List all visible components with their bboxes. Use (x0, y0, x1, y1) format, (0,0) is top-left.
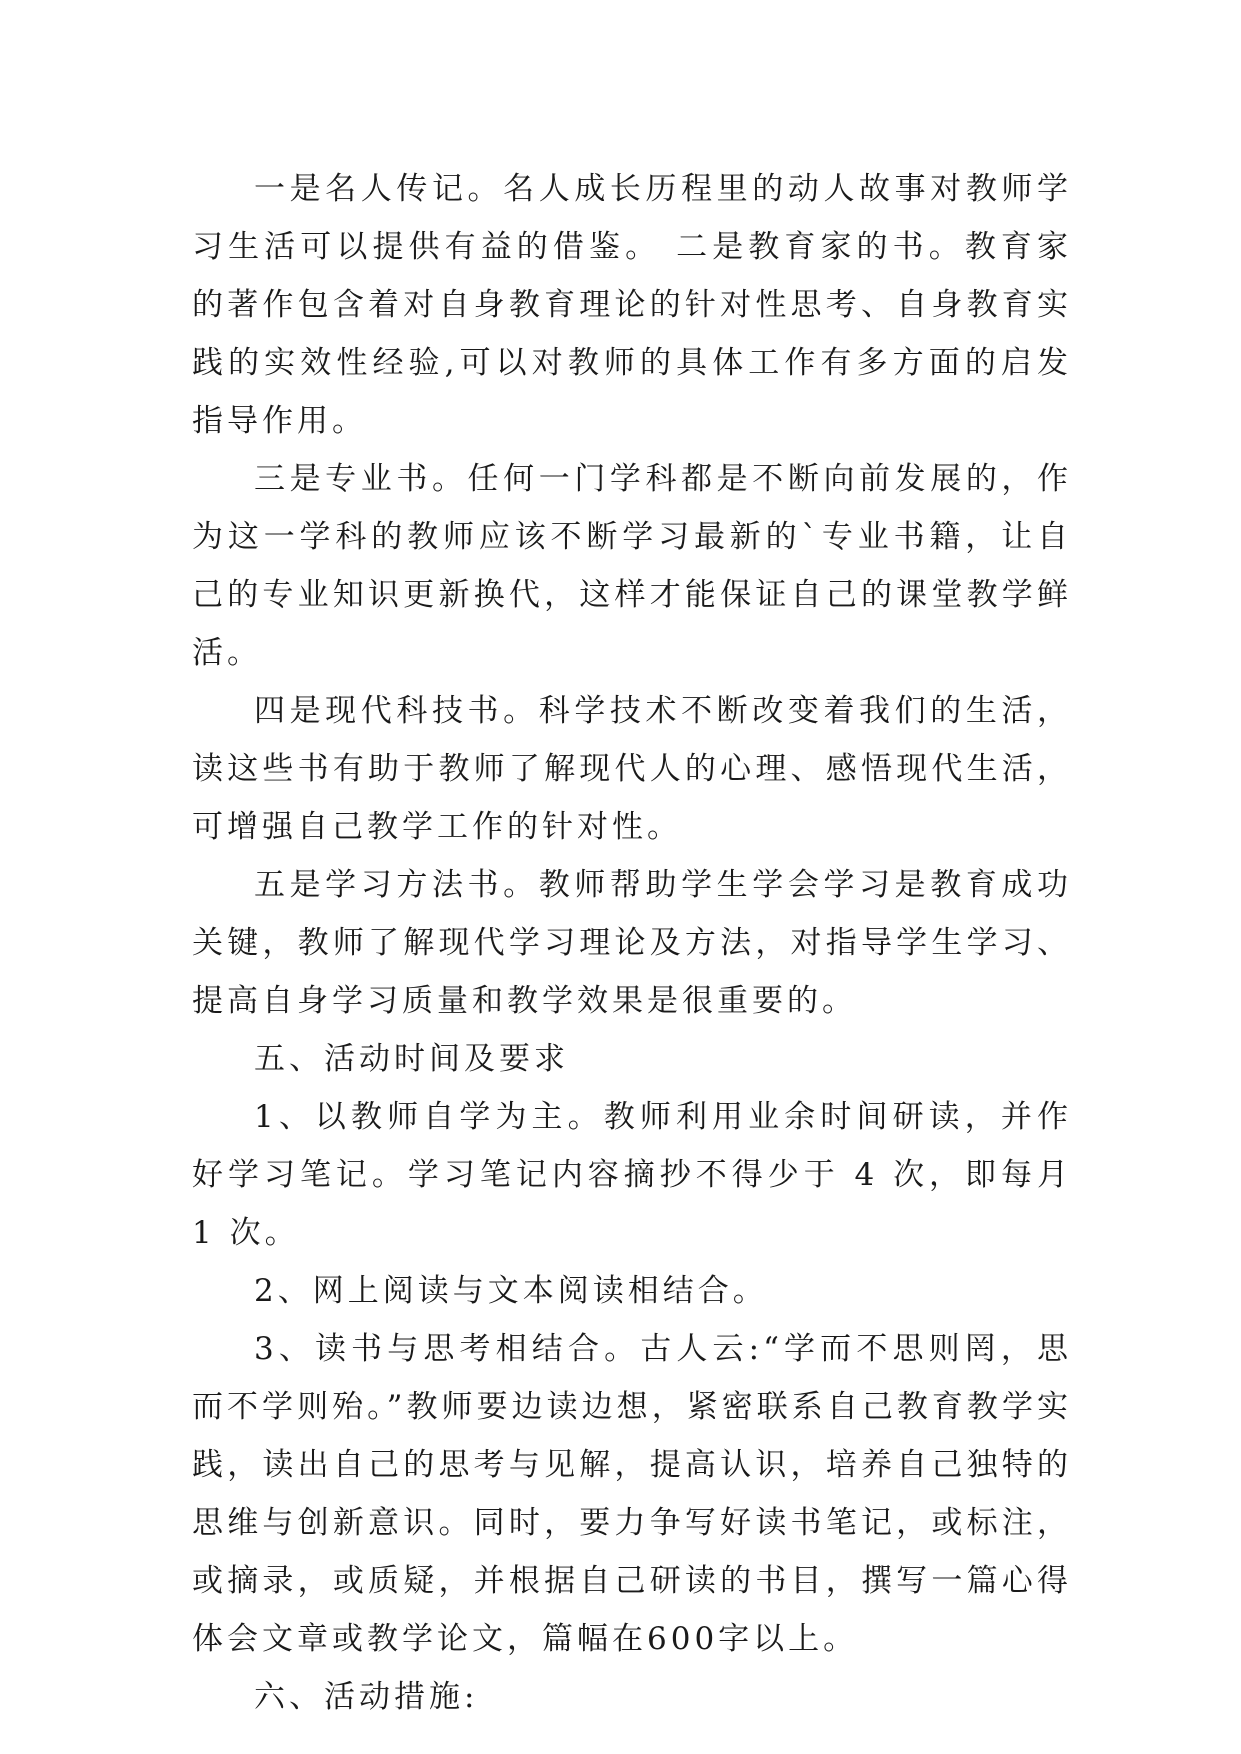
section-heading-time-and-requirements: 五、活动时间及要求 (254, 1041, 569, 1077)
paragraph-biographies: 一是名人传记。名人成长历程里的动人故事对教师学习生活可以提供有益的借鉴。 二是教育家的书。教育家的著作包含着对自身教育理论的针对性思考、自身教育实践的实效性经验,可以对教师的具体工作有多方面的启发指导作用。 (192, 171, 1072, 439)
paragraph-study-method-books: 五是学习方法书。教师帮助学生学会学习是教育成功关键，教师了解现代学习理论及方法，对指导学生学习、提高自身学习质量和教学效果是很重要的。 (192, 867, 1072, 1019)
list-item-self-study: 1、以教师自学为主。教师利用业余时间研读，并作好学习笔记。学习笔记内容摘抄不得少于 4 次，即每月 1 次。 (192, 1099, 1072, 1251)
list-item-online-reading: 2、网上阅读与文本阅读相结合。 (254, 1273, 768, 1309)
paragraph-professional-books: 三是专业书。任何一门学科都是不断向前发展的，作为这一学科的教师应该不断学习最新的`专业书籍，让自己的专业知识更新换代，这样才能保证自己的课堂教学鲜活。 (192, 461, 1072, 671)
list-item-reading-and-thinking: 3、读书与思考相结合。古人云:“学而不思则罔，思而不学则殆。”教师要边读边想，紧密联系自己教育教学实践，读出自己的思考与见解，提高认识，培养自己独特的思维与创新意识。同时，要力争写好读书笔记，或标注，或摘录，或质疑，并根据自己研读的书目，撰写一篇心得体会文章或教学论文，篇幅在600字以上。 (192, 1331, 1072, 1657)
document-body (192, 160, 1072, 1726)
section-heading-measures: 六、活动措施: (254, 1679, 479, 1715)
paragraph-technology-books: 四是现代科技书。科学技术不断改变着我们的生活，读这些书有助于教师了解现代人的心理、感悟现代生活，可增强自己教学工作的针对性。 (192, 693, 1072, 845)
